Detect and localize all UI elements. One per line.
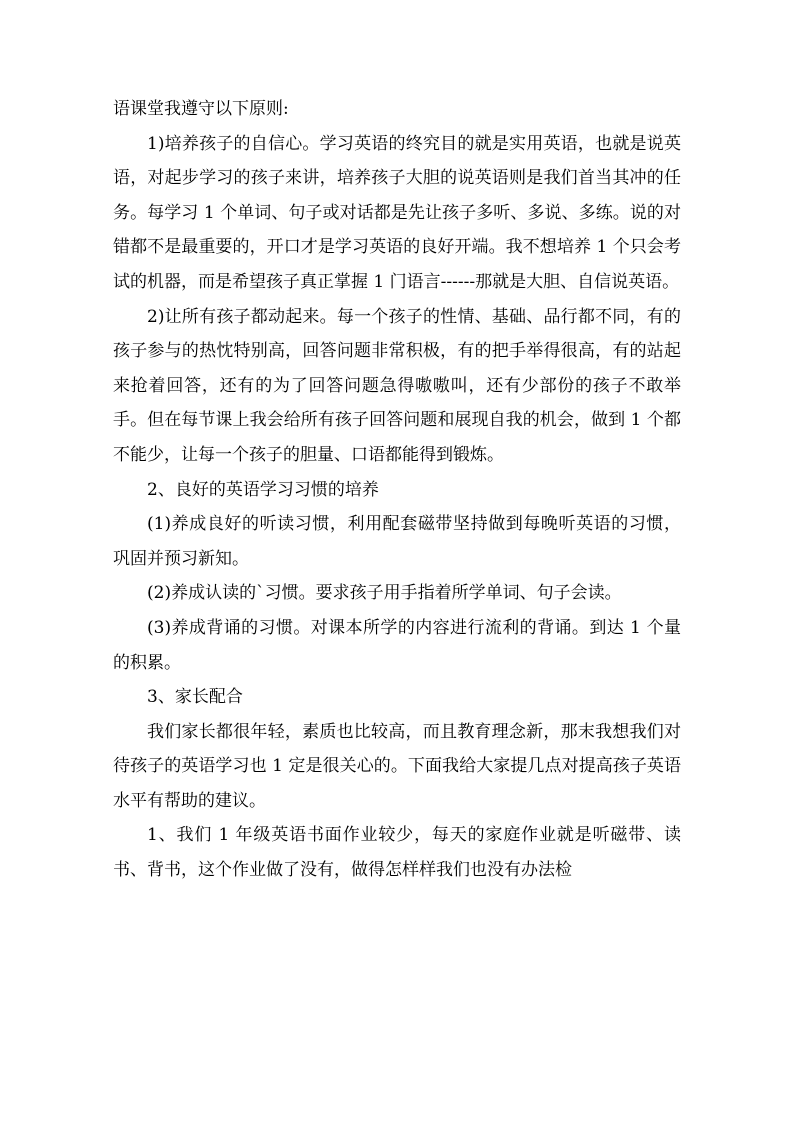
section-heading-habits: 2、良好的英语学习习惯的培养 (147, 479, 379, 500)
paragraph-parents-intro: 我们家长都很年轻，素质也比较高，而且教育理念新，那末我想我们对待孩子的英语学习也 1 定是很关心的。下面我给大家提几点对提高孩子英语水平有帮助的建议。 (113, 721, 681, 811)
paragraph-habit-listening: (1)养成良好的听读习惯，利用配套磁带坚持做到每晚听英语的习惯，巩固并预习新知。 (113, 514, 681, 569)
paragraph-continuation: 语课堂我遵守以下原则: (113, 99, 289, 119)
paragraph-principle-2: 2)让所有孩子都动起来。每一个孩子的性情、基础、品行都不同，有的孩子参与的热忱特别高，回答问题非常积极，有的把手举得很高，有的站起来抢着回答，还有的为了回答问题急得嗷嗷叫，还有少部份的孩子不敢举手。但在每节课上我会给所有孩子回答问题和展现自我的机会，做到 1 个都不能少，让每一个孩子的胆量、口语都能得到锻炼。 (113, 306, 681, 465)
paragraph-habit-reading: (2)养成认读的`习惯。要求孩子用手指着所学单词、句子会读。 (147, 583, 622, 604)
paragraph-suggestion-1: 1、我们 1 年级英语书面作业较少，每天的家庭作业就是听磁带、读书、背书，这个作业做了没有，做得怎样样我们也没有办法检 (113, 825, 681, 881)
section-heading-parents: 3、家长配合 (147, 687, 243, 708)
paragraph-habit-reciting: (3)养成背诵的习惯。对课本所学的内容进行流利的背诵。到达 1 个量的积累。 (113, 617, 681, 673)
document-body (113, 92, 681, 888)
paragraph-principle-1: 1)培养孩子的自信心。学习英语的终究目的就是实用英语，也就是说英语，对起步学习的孩子来讲，培养孩子大胆的说英语则是我们首当其冲的任务。每学习 1 个单词、句子或对话都是先让孩子多听、多说、多练。说的对错都不是最重要的，开口才是学习英语的良好开端。我不想培养 1 个只会考试的机器，而是希望孩子真正掌握 1 门语言------那就是大胆、自信说英语。 (113, 133, 681, 292)
